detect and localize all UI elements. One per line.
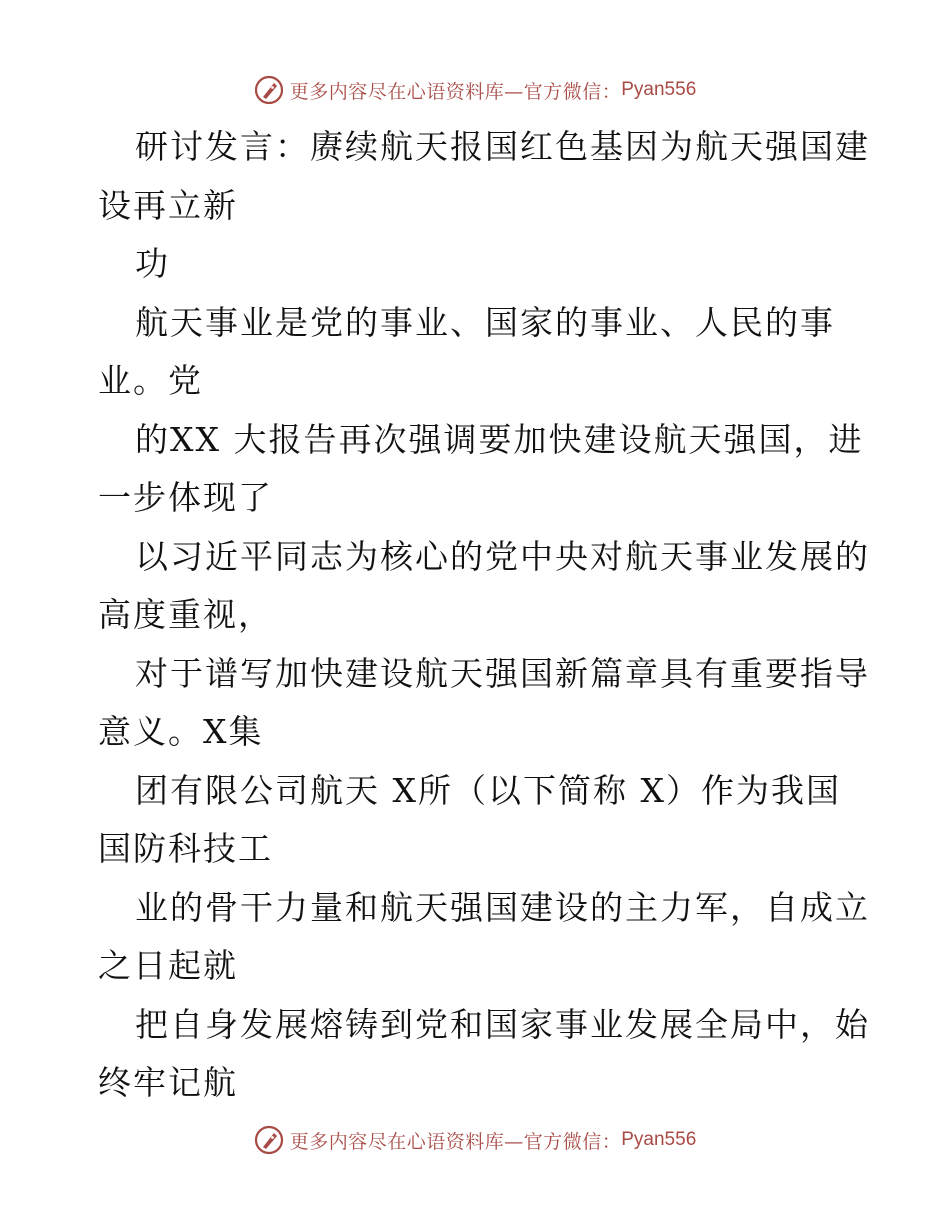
text-line: 团有限公司航天 X所（以下简称 X）作为我国 <box>135 770 841 810</box>
text-line: 的XX 大报告再次强调要加快建设航天强国，进 <box>135 419 864 459</box>
watermark-wechat-id: Pyan556 <box>621 1129 697 1150</box>
text-line: 意义。X集 <box>98 712 264 751</box>
text-line: 对于谱写加快建设航天强国新篇章具有重要指导 <box>135 653 870 693</box>
text-line: 高度重视， <box>98 595 273 634</box>
watermark-text: 更多内容尽在心语资料库—官方微信： <box>289 80 622 103</box>
text-line: 航天事业是党的事业、国家的事业、人民的事 <box>135 302 835 342</box>
pen-nib-logo-icon <box>254 75 284 105</box>
document-body <box>98 118 870 1113</box>
text-line: 研讨发言：赓续航天报国红色基因为航天强国建 <box>135 127 870 166</box>
text-line: 功 <box>135 244 170 283</box>
text-line: 把自身发展熔铸到党和国家事业发展全局中，始 <box>135 1004 870 1044</box>
text-line: 国防科技工 <box>98 829 273 868</box>
text-line: 以习近平同志为核心的党中央对航天事业发展的 <box>135 536 870 576</box>
pen-nib-logo-icon <box>254 1125 284 1155</box>
text-line: 业。党 <box>98 361 203 400</box>
header-watermark <box>0 70 950 110</box>
text-line: 一步体现了 <box>98 478 273 517</box>
text-line: 设再立新 <box>98 185 238 225</box>
text-line: 之日起就 <box>98 946 238 985</box>
text-line: 终牢记航 <box>98 1063 238 1102</box>
text-line: 业的骨干力量和航天强国建设的主力军，自成立 <box>135 887 870 927</box>
watermark-wechat-id: Pyan556 <box>621 79 697 100</box>
watermark-text: 更多内容尽在心语资料库—官方微信： <box>289 1130 622 1153</box>
footer-watermark <box>0 1120 950 1160</box>
